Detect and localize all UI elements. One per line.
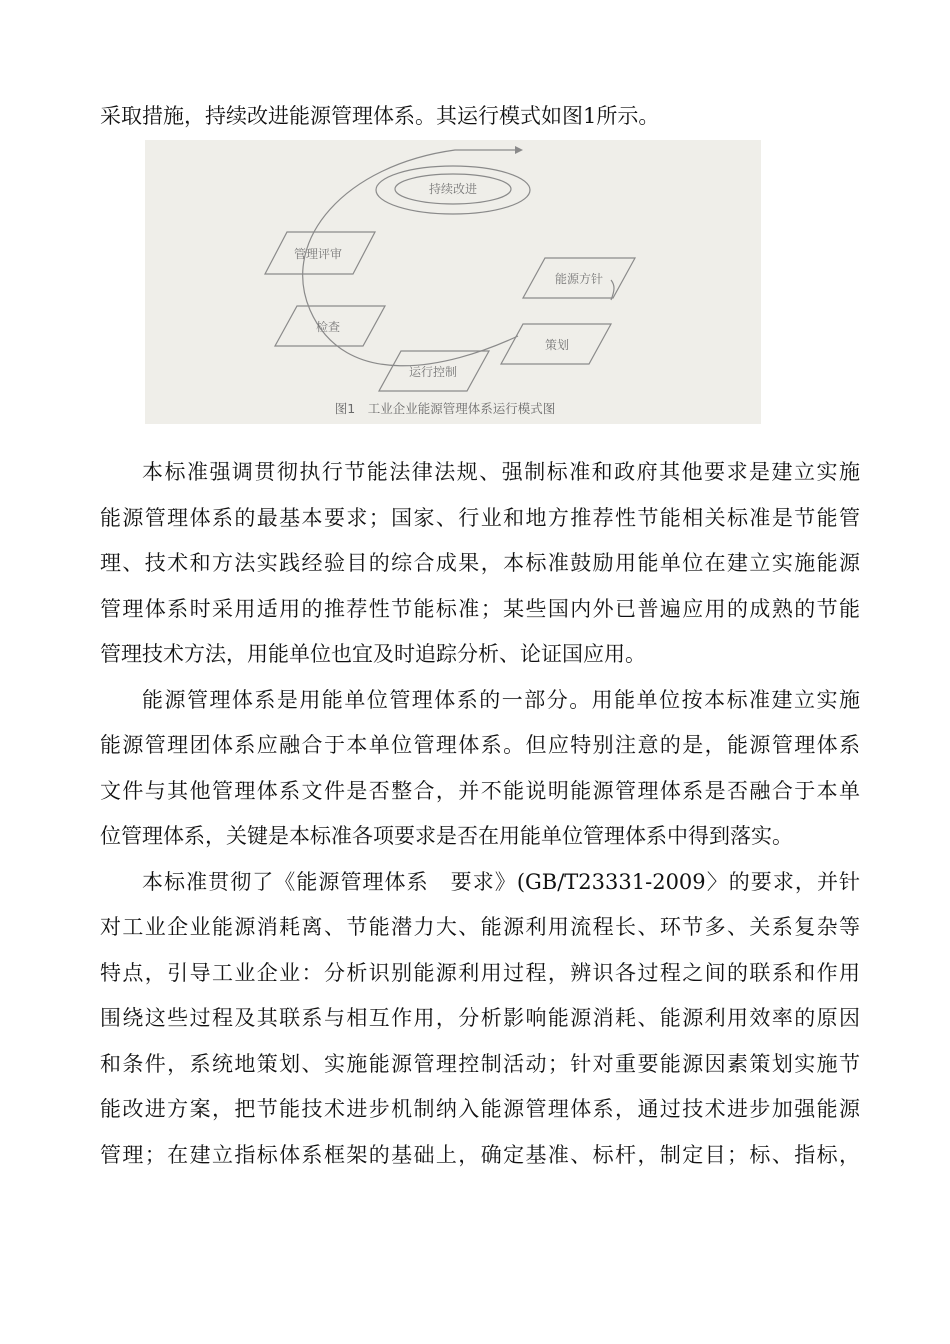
node-planning: 策划 bbox=[544, 338, 570, 352]
paragraph-line: 围绕这些过程及其联系与相互作用，分析影响能源消耗、能源利用效率的原因 bbox=[100, 1006, 860, 1030]
paragraph-line: 能改进方案，把节能技术进步机制纳入能源管理体系，通过技术进步加强能源 bbox=[100, 1097, 860, 1121]
node-check: 检查 bbox=[315, 320, 341, 334]
paragraph-3 bbox=[100, 860, 860, 1179]
node-management-review: 管理评审 bbox=[293, 247, 343, 261]
paragraph-line: 理、技术和方法实践经验目的综合成果，本标准鼓励用能单位在建立实施能源 bbox=[100, 551, 860, 575]
paragraph-line: 位管理体系，关键是本标准各项要求是否在用能单位管理体系中得到落实。 bbox=[100, 824, 793, 848]
paragraph-line: 管理体系时采用适用的推荐性节能标准；某些国内外已普遍应用的成熟的节能 bbox=[100, 596, 860, 621]
paragraph-1 bbox=[100, 450, 860, 678]
node-operation-control: 运行控制 bbox=[408, 365, 458, 379]
intro-sentence: 采取措施，持续改进能源管理体系。其运行模式如图1所示。 bbox=[100, 104, 660, 128]
paragraph-line: 本标准贯彻了《能源管理体系 要求》(GB/T23331-2009〉的要求，并针 bbox=[142, 869, 860, 894]
paragraph-line: 文件与其他管理体系文件是否整合，并不能说明能源管理体系是否融合于本单 bbox=[100, 778, 860, 803]
paragraph-line: 能源管理体系是用能单位管理体系的一部分。用能单位按本标准建立实施 bbox=[142, 687, 860, 712]
paragraph-line: 本标准强调贯彻执行节能法律法规、强制标准和政府其他要求是建立实施 bbox=[142, 460, 860, 484]
figure-energy-management-cycle bbox=[145, 140, 761, 424]
body-text bbox=[100, 450, 860, 1178]
paragraph-line: 特点，引导工业企业：分析识别能源利用过程，辨识各过程之间的联系和作用 bbox=[100, 960, 860, 985]
paragraph-line: 对工业企业能源消耗离、节能潜力大、能源利用流程长、环节多、关系复杂等 bbox=[100, 915, 860, 939]
paragraph-line: 管理技术方法，用能单位也宜及时追踪分析、论证国应用。 bbox=[100, 642, 646, 666]
paragraph-line: 管理；在建立指标体系框架的基础上，确定基准、标杆，制定目；标、指标， bbox=[100, 1142, 860, 1167]
paragraph-line: 和条件，系统地策划、实施能源管理控制活动；针对重要能源因素策划实施节 bbox=[100, 1051, 860, 1076]
figure-caption: 图1 工业企业能源管理体系运行模式图 bbox=[334, 401, 556, 416]
paragraph-line: 能源管理体系的最基本要求；国家、行业和地方推荐性节能相关标准是节能管 bbox=[100, 505, 860, 530]
paragraph-2 bbox=[100, 678, 860, 860]
paragraph-line: 能源管理团体系应融合于本单位管理体系。但应特别注意的是，能源管理体系 bbox=[100, 733, 860, 757]
cycle-diagram bbox=[145, 140, 761, 424]
node-energy-policy: 能源方针 bbox=[554, 272, 604, 286]
node-continuous-improvement: 持续改进 bbox=[428, 182, 478, 196]
arrow-head-icon bbox=[515, 146, 523, 154]
